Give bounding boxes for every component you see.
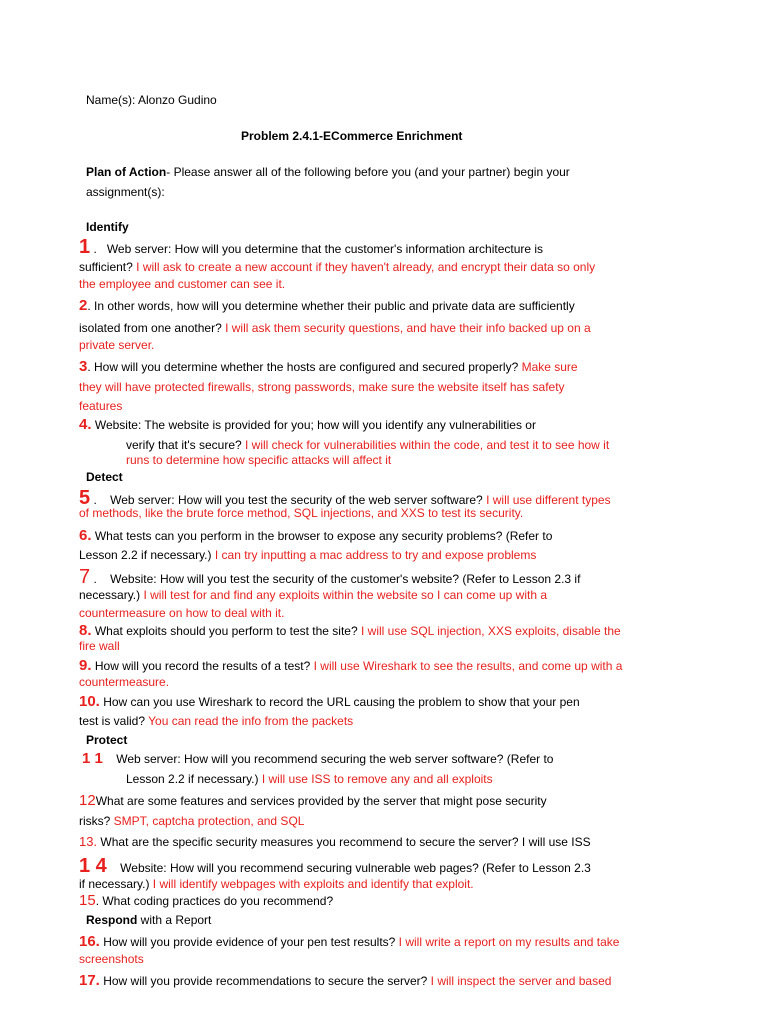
q14-question-a: Website: How will you recommend securing vulnerable web pages? (Refer to Lesson 2.3 xyxy=(120,861,591,875)
q8-number: 8. xyxy=(79,622,92,639)
q7-question-b: necessary.) xyxy=(79,588,141,602)
q4-question-a: Website: The website is provided for you; how will you identify any vulnerabilities or xyxy=(91,418,536,432)
q2-line-2 xyxy=(79,321,591,335)
q4-line-1 xyxy=(79,418,536,432)
q9-answer-b: countermeasure. xyxy=(79,675,170,689)
q16-line-1 xyxy=(79,935,619,949)
q1-answer-a: I will ask to create a new account if they haven't already, and encrypt their data so only xyxy=(132,260,596,274)
q11-number: 1 1 xyxy=(82,750,103,767)
plan-line-2: assignment(s): xyxy=(86,185,165,199)
q1-question-a: Web server: How will you determine that the customer's information architecture is xyxy=(106,242,544,256)
q14-number: 1 4 xyxy=(79,855,107,877)
q11-question-a: Web server: How will you recommend securing the web server software? (Refer to xyxy=(116,752,554,766)
q2-answer-a: I will ask them security questions, and have their info backed up on a xyxy=(221,321,591,335)
q8-question-a: What exploits should you perform to test the site? xyxy=(91,624,358,638)
q8-line-1 xyxy=(79,624,621,638)
q5-number: 5 xyxy=(79,487,91,509)
respond-label: Respond xyxy=(86,913,138,927)
q7-line-2 xyxy=(79,588,547,602)
q15-number: 15 xyxy=(79,892,96,909)
q3-question-a: . How will you determine whether the hosts are configured and secured properly? xyxy=(87,360,519,374)
q16-question-a: How will you provide evidence of your pen test results? xyxy=(99,935,396,949)
q6-question-b: Lesson 2.2 if necessary.) xyxy=(79,548,212,562)
q4-answer-a: I will check for vulnerabilities within the code, and test it to see how it xyxy=(241,438,610,452)
q1-dot: . xyxy=(90,242,97,256)
q3-number: 3 xyxy=(79,358,88,375)
q11-answer-a: I will use ISS to remove any and all exploits xyxy=(258,772,493,786)
q7-answer-b: countermeasure on how to deal with it. xyxy=(79,606,285,620)
q4-number: 4. xyxy=(79,416,92,433)
q11-line-1 xyxy=(82,752,553,766)
q14-line-2 xyxy=(79,877,474,891)
q5-line-1 xyxy=(79,488,611,508)
q17-line-1 xyxy=(79,974,611,988)
q5-answer-a: I will use different types xyxy=(482,493,611,507)
q6-line-1 xyxy=(79,529,552,543)
q11-line-2 xyxy=(126,772,493,786)
q17-question-a: How will you provide recommendations to secure the server? xyxy=(99,974,428,988)
q3-answer-a: Make sure xyxy=(518,360,578,374)
section-protect: Protect xyxy=(86,733,128,747)
q4-answer-b: runs to determine how specific attacks will affect it xyxy=(126,453,392,467)
q6-question-a: What tests can you perform in the browser to expose any security problems? (Refer to xyxy=(91,529,553,543)
q12-line-2 xyxy=(79,814,304,828)
plan-text-1: - Please answer all of the following before you (and your partner) begin your xyxy=(166,165,570,179)
q10-line-2 xyxy=(79,714,353,728)
q2-number: 2 xyxy=(79,297,88,314)
q10-question-b: test is valid? xyxy=(79,714,146,728)
q12-question-a: What are some features and services provided by the server that might pose security xyxy=(95,794,547,808)
q7-dot: . xyxy=(90,572,97,586)
q1-line-1 xyxy=(79,237,543,257)
q17-number: 17. xyxy=(79,972,100,989)
q7-number: 7 xyxy=(79,566,91,588)
q5-answer-b: of methods, like the brute force method, SQL injections, and XXS to test its security. xyxy=(79,506,524,520)
document-title: Problem 2.4.1-ECommerce Enrichment xyxy=(241,129,463,143)
names-line: Name(s): Alonzo Gudino xyxy=(86,93,217,107)
q4-question-b: verify that it's secure? xyxy=(126,438,242,452)
q15-line-1 xyxy=(79,894,333,908)
q14-answer-a: I will identify webpages with exploits and identify that exploit. xyxy=(149,877,474,891)
q1-answer-b: the employee and customer can see it. xyxy=(79,277,286,291)
q8-answer-a: I will use SQL injection, XXS exploits, disable the xyxy=(357,624,621,638)
q13-line-1 xyxy=(79,835,591,849)
q15-question-a: . What coding practices do you recommend? xyxy=(95,894,334,908)
q12-line-1 xyxy=(79,794,547,808)
q9-answer-a: I will use Wireshark to see the results, and come up with a xyxy=(310,659,623,673)
q3-answer-c: features xyxy=(79,399,123,413)
plan-label: Plan of Action xyxy=(86,165,167,179)
q9-number: 9. xyxy=(79,657,92,674)
q14-question-b: if necessary.) xyxy=(79,877,150,891)
q12-number: 12 xyxy=(79,792,96,809)
q10-question-a: How can you use Wireshark to record the URL causing the problem to show that your pen xyxy=(99,695,580,709)
q16-number: 16. xyxy=(79,933,100,950)
q9-question-a: How will you record the results of a test? xyxy=(91,659,311,673)
q3-answer-b: they will have protected firewalls, strong passwords, make sure the website itself has safety xyxy=(79,380,565,394)
q5-question-a: Web server: How will you test the security of the web server software? xyxy=(110,493,483,507)
q6-line-2 xyxy=(79,548,536,562)
plan-line-1 xyxy=(86,165,570,179)
q16-answer-a: I will write a report on my results and take xyxy=(395,935,620,949)
q11-question-b: Lesson 2.2 if necessary.) xyxy=(126,772,259,786)
q10-number: 10. xyxy=(79,693,100,710)
q1-number: 1 xyxy=(79,236,91,258)
q6-number: 6. xyxy=(79,527,92,544)
q2-question-b: isolated from one another? xyxy=(79,321,222,335)
q5-dot: . xyxy=(90,493,97,507)
q7-answer-a: I will test for and find any exploits within the website so I can come up with a xyxy=(140,588,548,602)
q1-line-2 xyxy=(79,260,595,274)
q10-answer-a: You can read the info from the packets xyxy=(145,714,354,728)
q13-number: 13. xyxy=(79,834,98,849)
q1-question-b: sufficient? xyxy=(79,260,133,274)
q2-question-a: . In other words, how will you determine whether their public and private data are sufficiently xyxy=(87,299,575,313)
q14-line-1 xyxy=(79,856,591,876)
q12-answer-a: SMPT, captcha protection, and SQL xyxy=(110,814,305,828)
q10-line-1 xyxy=(79,695,580,709)
q8-answer-b: fire wall xyxy=(79,639,120,653)
q9-line-1 xyxy=(79,659,622,673)
section-detect: Detect xyxy=(86,470,123,484)
respond-rest: with a Report xyxy=(137,913,212,927)
q7-question-a: Website: How will you test the security of the customer's website? (Refer to Lesson 2.3 if xyxy=(110,572,581,586)
q17-answer-a: I will inspect the server and based xyxy=(427,974,612,988)
section-identify: Identify xyxy=(86,220,129,234)
section-respond xyxy=(86,913,211,927)
q7-line-1 xyxy=(79,567,580,587)
q2-line-1 xyxy=(79,299,575,313)
q6-answer-a: I can try inputting a mac address to try and expose problems xyxy=(211,548,537,562)
q13-question-a: What are the specific security measures you recommend to secure the server? I will use ISS xyxy=(97,835,591,849)
q4-line-2 xyxy=(126,438,609,452)
q16-answer-b: screenshots xyxy=(79,952,144,966)
q12-question-b: risks? xyxy=(79,814,111,828)
q2-answer-b: private server. xyxy=(79,338,155,352)
q3-line-1 xyxy=(79,360,578,374)
